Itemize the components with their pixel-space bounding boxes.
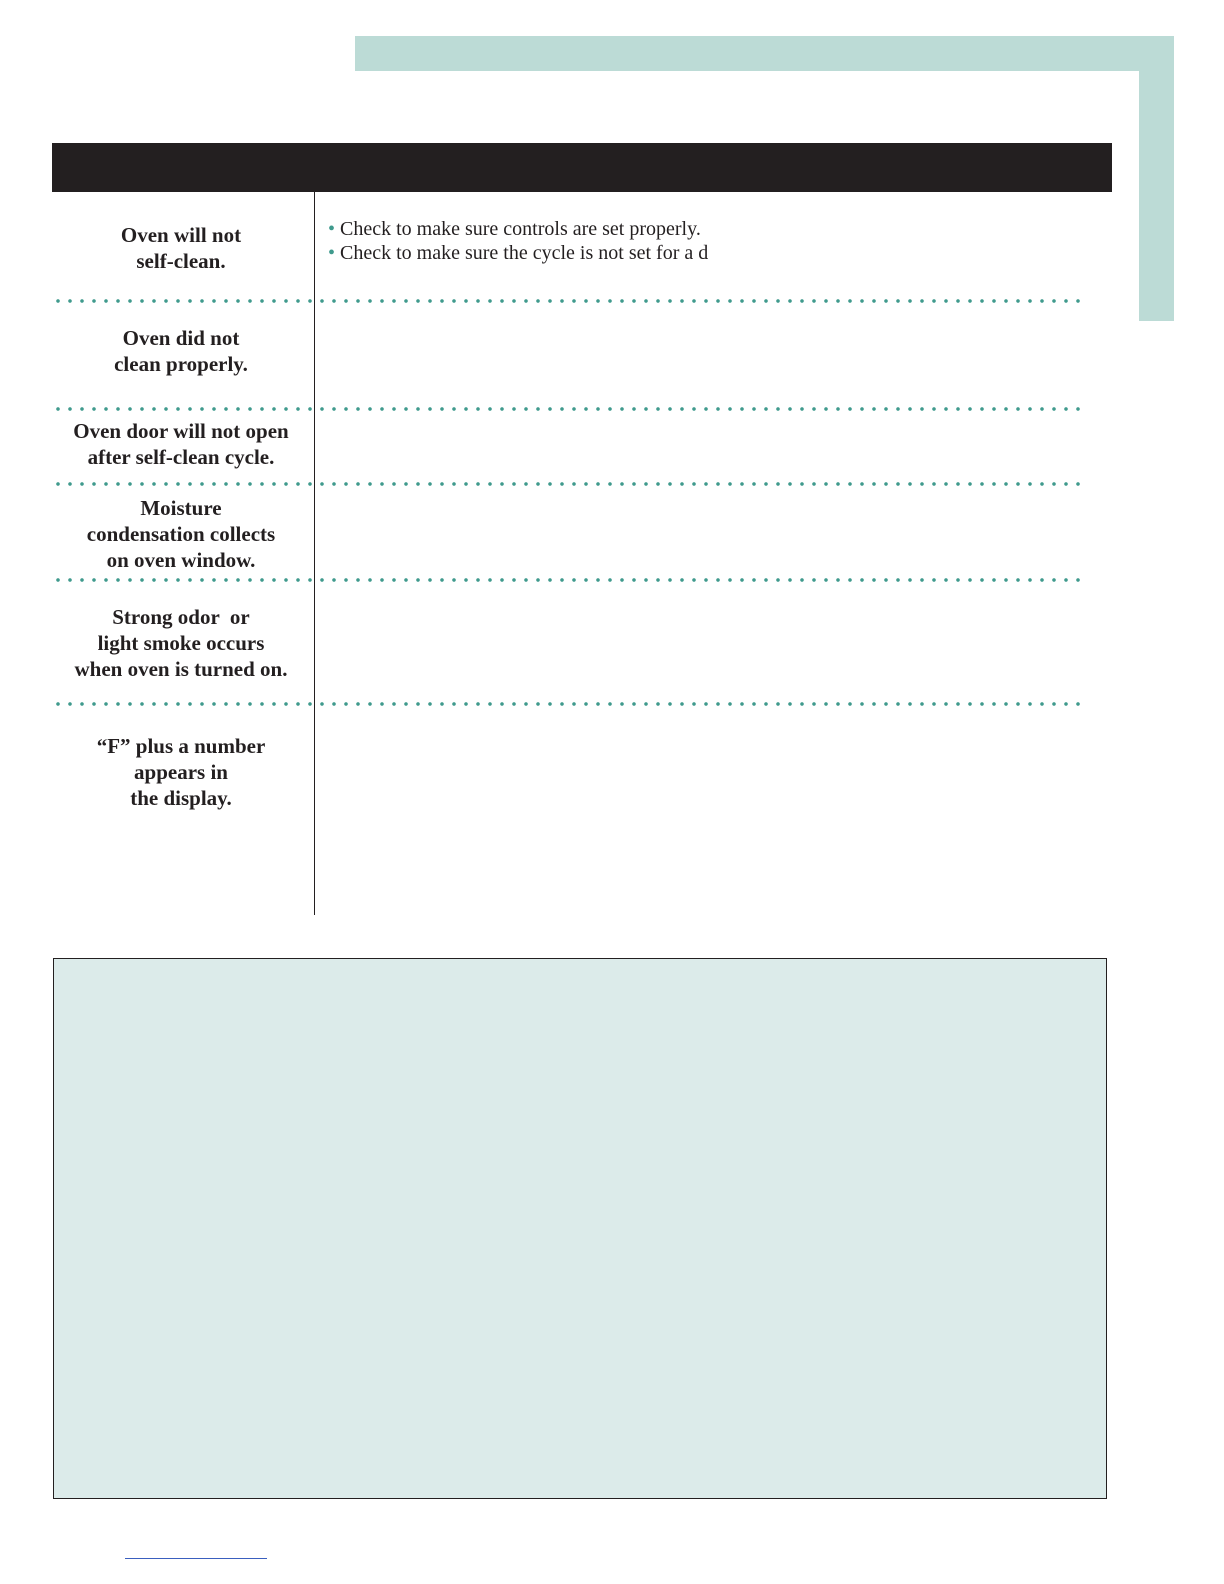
problem-line: self-clean. [136, 249, 226, 273]
solution-text: Check to make sure controls are set properly. [340, 218, 701, 240]
problem-line: appears in [134, 760, 228, 784]
problem-line: light smoke occurs [97, 631, 265, 655]
problem-line: on oven window. [106, 548, 256, 572]
solution-item [328, 241, 1088, 265]
problem-line: “F” plus a number [96, 734, 266, 758]
table-header-bar [52, 143, 1112, 192]
problem-oven-door-will-not-open [52, 418, 310, 470]
info-box [53, 958, 1107, 1499]
problem-oven-will-not-self-clean [52, 222, 310, 274]
footer-underline [125, 1558, 267, 1559]
bullet-icon: • [328, 242, 336, 264]
problem-line: Oven door will not open [73, 419, 289, 443]
problem-line: condensation collects [86, 522, 276, 546]
problem-moisture-condensation [52, 495, 310, 573]
problem-line: Moisture [140, 496, 222, 520]
problem-f-plus-number-display [52, 733, 310, 811]
corner-tab-side [1139, 36, 1174, 321]
row-separator [52, 407, 1088, 411]
problem-oven-did-not-clean-properly [52, 325, 310, 377]
problem-strong-odor-light-smoke [52, 604, 310, 682]
row-separator [52, 299, 1088, 303]
row-separator [52, 482, 1088, 486]
bullet-icon: • [328, 218, 336, 240]
problem-line: the display. [130, 786, 232, 810]
problem-line: Oven did not [122, 326, 240, 350]
problem-line: when oven is turned on. [74, 657, 288, 681]
problem-line: clean properly. [114, 352, 248, 376]
solution-item [328, 217, 1088, 241]
solution-text: Check to make sure the cycle is not set for a d [340, 242, 709, 264]
problem-line: Oven will not [120, 223, 242, 247]
solutions-oven-will-not-self-clean [328, 217, 1088, 265]
problem-line: Strong odor or [112, 605, 250, 629]
corner-tab-top [355, 36, 1174, 71]
problem-line: after self-clean cycle. [87, 445, 275, 469]
row-separator [52, 578, 1088, 582]
row-separator [52, 702, 1088, 706]
